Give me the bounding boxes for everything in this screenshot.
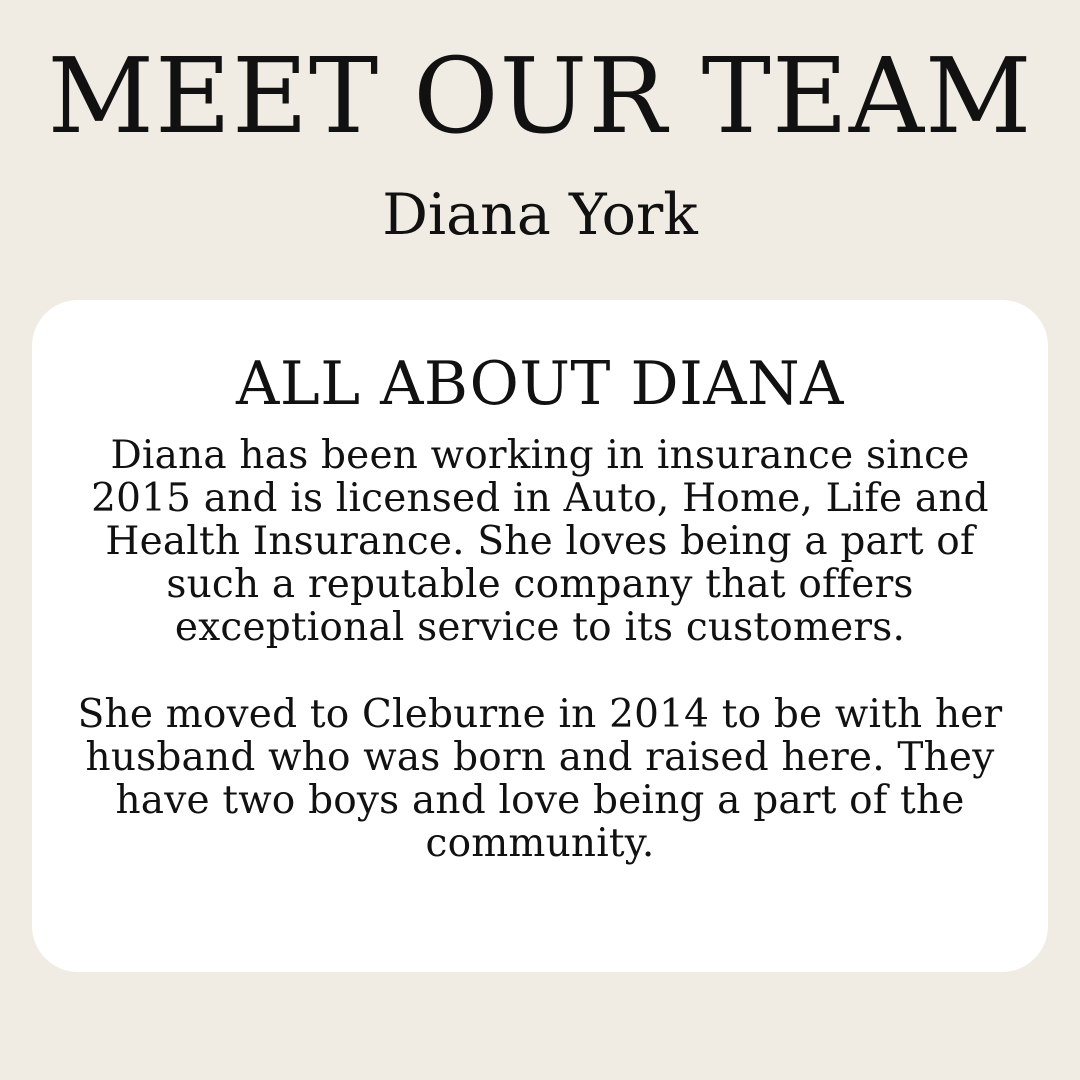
page-title: MEET OUR TEAM — [47, 35, 1033, 157]
bio-card — [32, 300, 1048, 972]
bio-paragraph-family: She moved to Cleburne in 2014 to be with her husband who was born and raised here. They have two boys and love being a part of the community. — [77, 692, 1003, 866]
team-member-name: Diana York — [382, 182, 698, 248]
bio-paragraph-career: Diana has been working in insurance since 2015 and is licensed in Auto, Home, Life and Health Insurance. She loves being a part of such a reputable company that offers exceptional service to its customers. — [91, 433, 989, 650]
bio-heading: ALL ABOUT DIANA — [236, 349, 844, 419]
